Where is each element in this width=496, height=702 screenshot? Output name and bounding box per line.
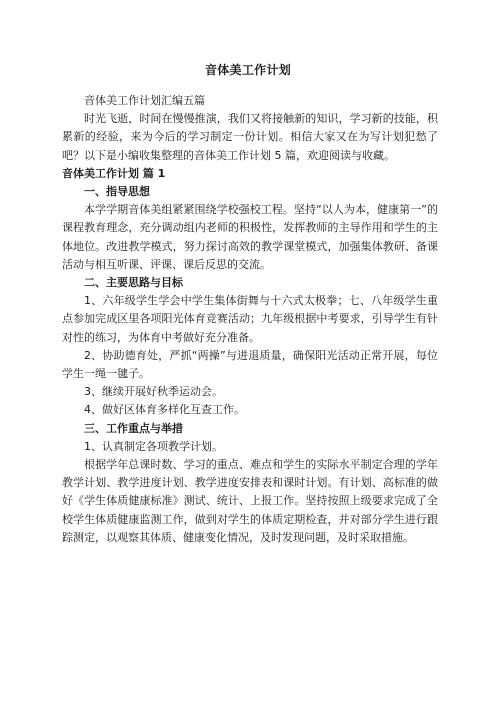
part2-item-3: 3、继续开展好秋季运动会。 xyxy=(84,385,223,399)
part2-heading: 二、主要思路与目标 xyxy=(84,276,183,290)
part2-item-2: 2、协助德育处，严抓“两操”与进退质量，确保阳光活动正常开展，每位学生一绳一毽子。 xyxy=(62,348,438,381)
part3-heading: 三、工作重点与举措 xyxy=(84,421,183,435)
part3-paragraph: 根据学年总课时数、学习的重点、难点和学生的实际水平制定合理的学年教学计划、教学进度计划、教学进度安排表和课时计划。有计划、高标准的做好《学生体质健康标准》测试、统计、上报工作。坚持按照上级要求完成了全校学生体质健康监测工作，做到对学生的体质定期检查，并对部分学生进行跟踪测定，以观察其体质、健康变化情况，及时发现问题，及时采取措施。 xyxy=(62,458,438,544)
part1-heading: 一、指导思想 xyxy=(84,185,150,199)
section-title: 音体美工作计划 篇 1 xyxy=(62,166,166,180)
part2-item-1: 1、六年级学生学会中学生集体街舞与十六式太极拳；七、八年级学生重点参加完成区里各项阳光体育竞赛活动；九年级根据中考要求，引导学生有针对性的练习，为体育中考做好充分准备。 xyxy=(62,294,438,344)
part1-paragraph: 本学学期音体美组紧紧围绕学校强校工程。坚持“以人为本，健康第一”的课程教育理念，充分调动组内老师的积极性，发挥教师的主导作用和学生的主体地位。改进教学模式，努力探讨高效的教学课堂模式，加强集体教研、备课活动与相互听课、评课、课后反思的交流。 xyxy=(62,203,438,271)
part3-item-1: 1、认真制定各项教学计划。 xyxy=(84,439,223,453)
intro-subtitle: 音体美工作计划汇编五篇 xyxy=(84,94,205,107)
intro-paragraph: 时光飞逝，时间在慢慢推演，我们又将接触新的知识，学习新的技能，积累新的经验，来为今后的学习制定一份计划。相信大家又在为写计划犯愁了吧？以下是小编收集整理的音体美工作计划 5 篇，欢迎阅读与收藏。 xyxy=(62,112,438,162)
part2-item-4: 4、做好区体育多样化互查工作。 xyxy=(84,403,245,417)
document-body xyxy=(62,92,438,547)
document-title: 音体美工作计划 xyxy=(204,63,292,77)
